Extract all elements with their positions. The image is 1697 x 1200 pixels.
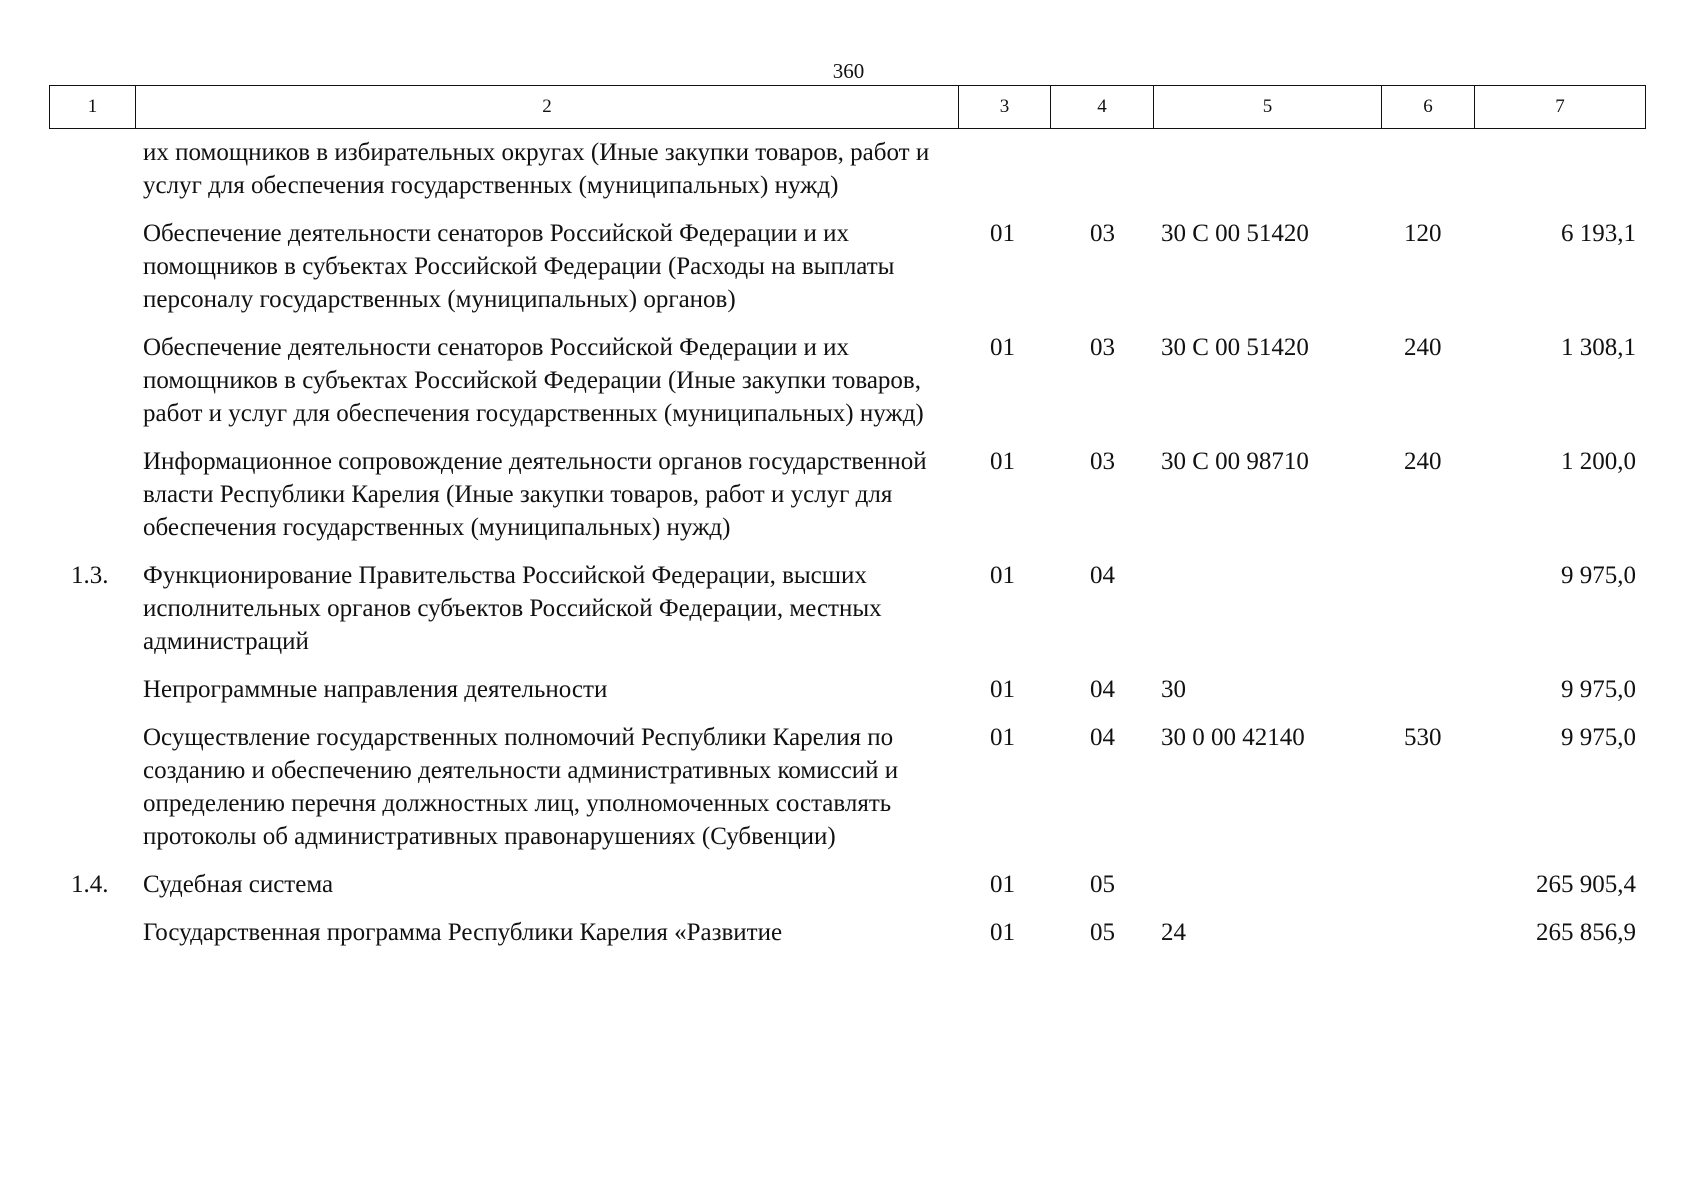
row-description: Обеспечение деятельности сенаторов Российской Федерации и их помощников в субъектах Российской Федерации (Иные закупки товаров, работ и услуг для обеспечения государственных (муниципальных) нужд) [143, 334, 924, 427]
row-target-article: 30 0 00 42140 [1161, 724, 1305, 751]
row-amount: 9 975,0 [1561, 724, 1636, 751]
row-expense-type: 240 [1404, 448, 1442, 475]
row-section-code: 01 [990, 919, 1015, 946]
table-row [49, 916, 1645, 949]
column-header-2: 2 [136, 86, 959, 129]
table-row [49, 868, 1645, 901]
row-section-code: 01 [990, 676, 1015, 703]
row-section-code: 01 [990, 220, 1015, 247]
page-number: 360 [832, 59, 865, 83]
table-row [49, 721, 1645, 853]
row-amount: 9 975,0 [1561, 676, 1636, 703]
row-subsection-code: 04 [1090, 562, 1115, 589]
row-amount: 9 975,0 [1561, 562, 1636, 589]
column-header-row [50, 86, 1646, 129]
row-number: 1.4. [71, 871, 109, 898]
row-number: 1.3. [71, 562, 109, 589]
table-row [49, 673, 1645, 706]
budget-rows [49, 136, 1645, 964]
column-header-3: 3 [959, 86, 1051, 129]
row-target-article: 30 [1161, 676, 1186, 703]
row-amount: 6 193,1 [1561, 220, 1636, 247]
column-header-1: 1 [50, 86, 136, 129]
row-description: Государственная программа Республики Карелия «Развитие [143, 919, 783, 946]
row-amount: 265 905,4 [1536, 871, 1636, 898]
row-description: Информационное сопровождение деятельности органов государственной власти Республики Карелия (Иные закупки товаров, работ и услуг для обеспечения государственных (муниципальных) нужд) [143, 448, 927, 541]
row-subsection-code: 03 [1090, 220, 1115, 247]
table-row [49, 559, 1645, 658]
row-subsection-code: 04 [1090, 676, 1115, 703]
row-target-article: 30 С 00 98710 [1161, 448, 1309, 475]
row-section-code: 01 [990, 871, 1015, 898]
row-section-code: 01 [990, 562, 1015, 589]
row-subsection-code: 03 [1090, 448, 1115, 475]
row-target-article: 30 С 00 51420 [1161, 220, 1309, 247]
row-target-article: 30 С 00 51420 [1161, 334, 1309, 361]
row-amount: 1 200,0 [1561, 448, 1636, 475]
column-header-7: 7 [1475, 86, 1646, 129]
row-subsection-code: 04 [1090, 724, 1115, 751]
row-description: их помощников в избирательных округах (Иные закупки товаров, работ и услуг для обеспечения государственных (муниципальных) нужд) [143, 139, 930, 199]
table-row [49, 217, 1645, 316]
row-section-code: 01 [990, 334, 1015, 361]
row-subsection-code: 05 [1090, 871, 1115, 898]
row-description: Непрограммные направления деятельности [143, 676, 608, 703]
row-expense-type: 120 [1404, 220, 1442, 247]
row-expense-type: 240 [1404, 334, 1442, 361]
column-header-5: 5 [1154, 86, 1382, 129]
table-row [49, 445, 1645, 544]
row-amount: 265 856,9 [1536, 919, 1636, 946]
column-header-table [49, 85, 1646, 129]
row-description: Судебная система [143, 871, 334, 898]
table-row [49, 136, 1645, 202]
row-amount: 1 308,1 [1561, 334, 1636, 361]
column-header-4: 4 [1051, 86, 1154, 129]
row-section-code: 01 [990, 448, 1015, 475]
row-description: Функционирование Правительства Российской Федерации, высших исполнительных органов субъектов Российской Федерации, местных администраций [143, 562, 882, 655]
table-row [49, 331, 1645, 430]
row-subsection-code: 05 [1090, 919, 1115, 946]
column-header-6: 6 [1382, 86, 1475, 129]
row-expense-type: 530 [1404, 724, 1442, 751]
row-section-code: 01 [990, 724, 1015, 751]
row-subsection-code: 03 [1090, 334, 1115, 361]
row-description: Обеспечение деятельности сенаторов Российской Федерации и их помощников в субъектах Российской Федерации (Расходы на выплаты персоналу государственных (муниципальных) органов) [143, 220, 895, 313]
row-target-article: 24 [1161, 919, 1186, 946]
row-description: Осуществление государственных полномочий Республики Карелия по созданию и обеспечению деятельности административных комиссий и определению перечня должностных лиц, уполномоченных составлять протоколы об административных правонарушениях (Субвенции) [143, 724, 899, 850]
